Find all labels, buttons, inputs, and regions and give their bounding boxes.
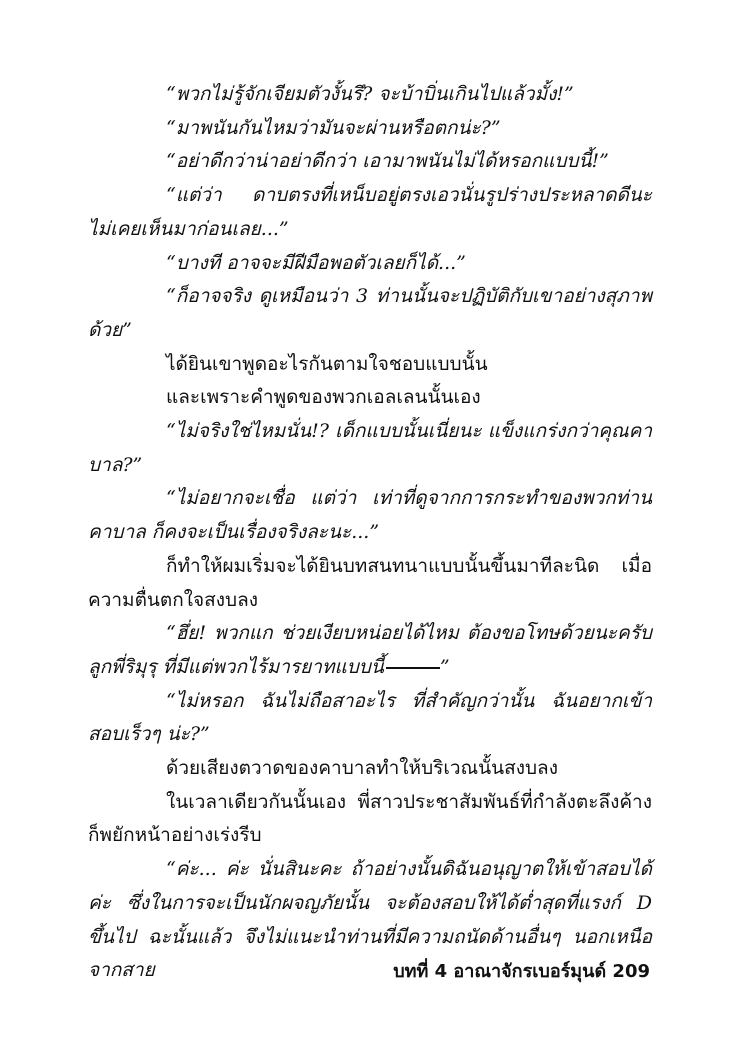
- paragraph-6: “ก็อาจจริง ดูเหมือนว่า 3 ท่านนั้นจะปฏิบัติกับเขาอย่างสุภาพด้วย”: [88, 285, 652, 341]
- paragraph-7: ได้ยินเขาพูดอะไรกันตามใจชอบแบบนั้น: [166, 352, 488, 375]
- paragraph-15: ในเวลาเดียวกันนั้นเอง พี่สาวประชาสัมพันธ์ที่กำลังตะลึงค้างก็พยักหน้าอย่างเร่งรีบ: [88, 790, 652, 847]
- paragraph-14: ด้วยเสียงตวาดของคาบาลทำให้บริเวณนั้นสงบลง: [166, 757, 558, 780]
- paragraph-9: “ไม่จริงใช่ไหมนั่น!? เด็กแบบนั้นเนี่ยนะ แข็งแกร่งกว่าคุณคาบาล?”: [88, 420, 652, 476]
- paragraph-2: “มาพนันกันไหมว่ามันจะผ่านหรือตกน่ะ?”: [166, 116, 501, 139]
- paragraph-4: “แต่ว่า ดาบตรงที่เหน็บอยู่ตรงเอวนั่นรูปร่างประหลาดดีนะ ไม่เคยเห็นมาก่อนเลย...”: [88, 184, 652, 240]
- paragraph-12-text: “ฮึ่ย! พวกแก ช่วยเงียบหน่อยได้ไหม ต้องขอโทษด้วยนะครับลูกพี่ริมุรุ ที่มีแต่พวกไร้มารยาทแบบนี้: [88, 622, 652, 678]
- paragraph-12: [88, 617, 652, 684]
- paragraph-12-tail: ”: [439, 655, 450, 678]
- paragraph-8: และเพราะคำพูดของพวกเอลเลนนั้นเอง: [166, 386, 481, 409]
- paragraph-10: “ไม่อยากจะเชื่อ แต่ว่า เท่าที่ดูจากการกระทำของพวกท่านคาบาล ก็คงจะเป็นเรื่องจริงละนะ...”: [88, 487, 652, 544]
- paragraph-1: “พวกไม่รู้จักเจียมตัวงั้นรึ? จะบ้าบิ่นเกินไปแล้วมั้ง!”: [166, 83, 574, 105]
- page-body: [88, 78, 652, 988]
- paragraph-16: “ค่ะ... ค่ะ นั่นสินะคะ ถ้าอย่างนั้นดิฉันอนุญาตให้เข้าสอบได้ค่ะ ซึ่งในการจะเป็นนักผจญภัยนั้น จะต้องสอบให้ได้ต่ำสุดที่แรงก์ D ขึ้นไป ฉะนั้นแล้ว จึงไม่แนะนำท่านที่มีความถนัดด้านอื่นๆ นอกเหนือจากสาย: [88, 858, 652, 982]
- em-dash-line: [386, 667, 440, 669]
- paragraph-11: ก็ทำให้ผมเริ่มจะได้ยินบทสนทนาแบบนั้นขึ้นมาทีละนิด เมื่อความตื่นตกใจสงบลง: [88, 554, 652, 611]
- paragraph-3: “อย่าดีกว่าน่าอย่าดีกว่า เอามาพนันไม่ได้หรอกแบบนี้!”: [166, 150, 609, 173]
- page-footer: บทที่ 4 อาณาจักรเบอร์มุนด์ 209: [393, 961, 650, 982]
- paragraph-5: “บางที อาจจะมีฝีมือพอตัวเลยก็ได้...”: [166, 251, 466, 274]
- paragraph-13: “ไม่หรอก ฉันไม่ถือสาอะไร ที่สำคัญกว่านั้น ฉันอยากเข้าสอบเร็วๆ น่ะ?”: [88, 689, 652, 746]
